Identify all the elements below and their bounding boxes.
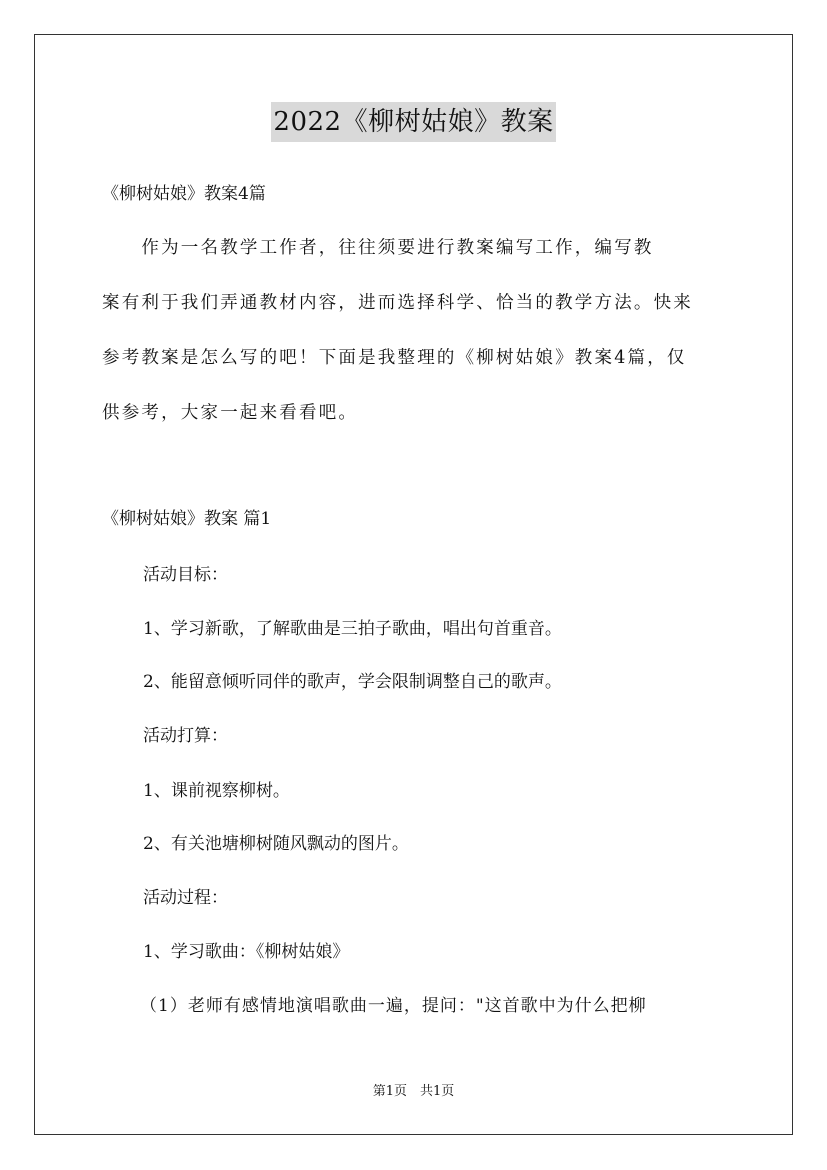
- list-item: 2、有关池塘柳树随风飘动的图片。: [143, 834, 409, 854]
- list-item: 1、学习新歌，了解歌曲是三拍子歌曲，唱出句首重音。: [143, 619, 562, 639]
- intro-line: 参考教案是怎么写的吧！下面是我整理的《柳树姑娘》教案4篇，仅: [102, 348, 687, 368]
- document-title: 2022《柳树姑娘》教案: [271, 102, 555, 142]
- document-subtitle: 《柳树姑娘》教案4篇: [102, 184, 266, 204]
- list-item: 1、学习歌曲：《柳树姑娘》: [143, 942, 350, 962]
- list-item: 活动过程：: [143, 888, 228, 908]
- intro-paragraph: [102, 236, 728, 456]
- list-item: 1、课前视察柳树。: [143, 781, 290, 801]
- list-item: 2、能留意倾听同伴的歌声，学会限制调整自己的歌声。: [143, 672, 562, 692]
- intro-line: 供参考，大家一起来看看吧。: [102, 403, 359, 423]
- intro-line: 案有利于我们弄通教材内容，进而选择科学、恰当的教学方法。快来: [102, 293, 693, 313]
- page-footer: 第1页 共1页: [372, 1084, 455, 1099]
- title-container: [0, 102, 827, 142]
- section-heading: 《柳树姑娘》教案 篇1: [102, 509, 272, 529]
- last-line: （1）老师有感情地演唱歌曲一遍，提问："这首歌中为什么把柳: [140, 996, 647, 1016]
- list-item: 活动打算：: [143, 726, 228, 746]
- intro-line: 作为一名教学工作者，往往须要进行教案编写工作，编写教: [102, 238, 654, 258]
- list-item: 活动目标：: [143, 565, 228, 585]
